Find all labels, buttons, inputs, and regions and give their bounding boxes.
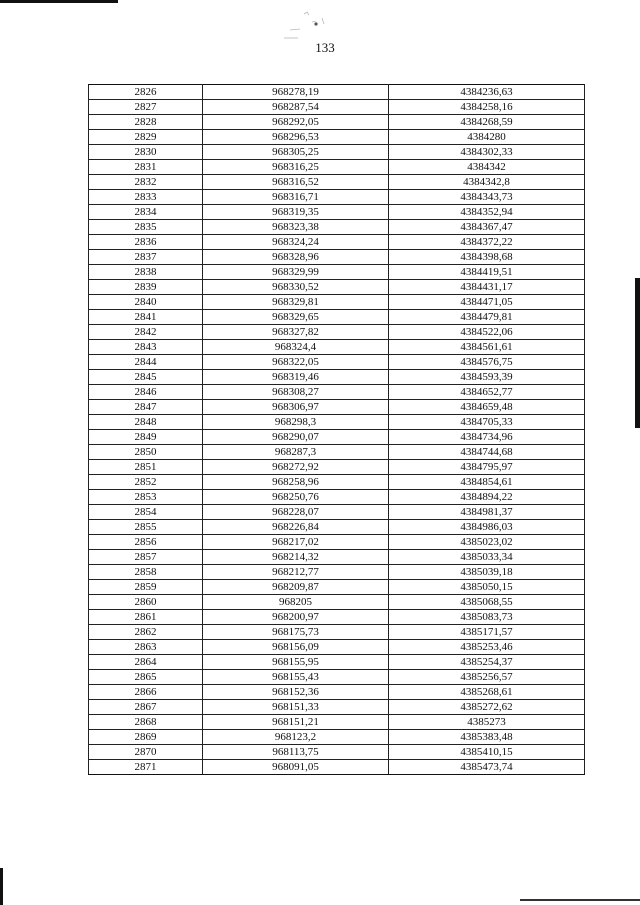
table-row [89, 370, 585, 385]
point-number-cell: 2864 [89, 655, 203, 670]
table-row [89, 685, 585, 700]
point-number-cell: 2828 [89, 115, 203, 130]
table-row [89, 325, 585, 340]
y-coordinate-cell: 4385410,15 [389, 745, 585, 760]
x-coordinate-cell: 968272,92 [203, 460, 389, 475]
point-number-cell: 2871 [89, 760, 203, 775]
y-coordinate-cell: 4385473,74 [389, 760, 585, 775]
point-number-cell: 2832 [89, 175, 203, 190]
x-coordinate-cell: 968175,73 [203, 625, 389, 640]
table-row [89, 100, 585, 115]
x-coordinate-cell: 968209,87 [203, 580, 389, 595]
y-coordinate-cell: 4384795,97 [389, 460, 585, 475]
y-coordinate-cell: 4384343,73 [389, 190, 585, 205]
x-coordinate-cell: 968319,35 [203, 205, 389, 220]
table-row [89, 475, 585, 490]
faint-stamp-mark [276, 8, 346, 42]
x-coordinate-cell: 968296,53 [203, 130, 389, 145]
y-coordinate-cell: 4384342 [389, 160, 585, 175]
point-number-cell: 2842 [89, 325, 203, 340]
y-coordinate-cell: 4384479,81 [389, 310, 585, 325]
table-row [89, 355, 585, 370]
y-coordinate-cell: 4384734,96 [389, 430, 585, 445]
point-number-cell: 2853 [89, 490, 203, 505]
y-coordinate-cell: 4384705,33 [389, 415, 585, 430]
y-coordinate-cell: 4384258,16 [389, 100, 585, 115]
x-coordinate-cell: 968323,38 [203, 220, 389, 235]
x-coordinate-cell: 968091,05 [203, 760, 389, 775]
x-coordinate-cell: 968278,19 [203, 85, 389, 100]
table-row [89, 400, 585, 415]
x-coordinate-cell: 968152,36 [203, 685, 389, 700]
table-row [89, 730, 585, 745]
scan-edge-bottom [520, 899, 640, 901]
table-row [89, 715, 585, 730]
table-row [89, 220, 585, 235]
table-row [89, 565, 585, 580]
point-number-cell: 2826 [89, 85, 203, 100]
y-coordinate-cell: 4384367,47 [389, 220, 585, 235]
table-row [89, 655, 585, 670]
x-coordinate-cell: 968205 [203, 595, 389, 610]
x-coordinate-cell: 968258,96 [203, 475, 389, 490]
point-number-cell: 2840 [89, 295, 203, 310]
point-number-cell: 2846 [89, 385, 203, 400]
table-row [89, 190, 585, 205]
table-row [89, 85, 585, 100]
x-coordinate-cell: 968212,77 [203, 565, 389, 580]
table-row [89, 610, 585, 625]
point-number-cell: 2835 [89, 220, 203, 235]
y-coordinate-cell: 4384593,39 [389, 370, 585, 385]
x-coordinate-cell: 968319,46 [203, 370, 389, 385]
x-coordinate-cell: 968226,84 [203, 520, 389, 535]
x-coordinate-cell: 968113,75 [203, 745, 389, 760]
y-coordinate-cell: 4384302,33 [389, 145, 585, 160]
y-coordinate-cell: 4384744,68 [389, 445, 585, 460]
y-coordinate-cell: 4384268,59 [389, 115, 585, 130]
table-row [89, 205, 585, 220]
point-number-cell: 2860 [89, 595, 203, 610]
point-number-cell: 2834 [89, 205, 203, 220]
y-coordinate-cell: 4384576,75 [389, 355, 585, 370]
table-row [89, 235, 585, 250]
x-coordinate-cell: 968306,97 [203, 400, 389, 415]
table-row [89, 145, 585, 160]
x-coordinate-cell: 968327,82 [203, 325, 389, 340]
y-coordinate-cell: 4385254,37 [389, 655, 585, 670]
x-coordinate-cell: 968287,3 [203, 445, 389, 460]
table-row [89, 745, 585, 760]
table-row [89, 670, 585, 685]
y-coordinate-cell: 4385268,61 [389, 685, 585, 700]
table-row [89, 550, 585, 565]
table-row [89, 505, 585, 520]
point-number-cell: 2851 [89, 460, 203, 475]
y-coordinate-cell: 4384280 [389, 130, 585, 145]
y-coordinate-cell: 4384419,51 [389, 265, 585, 280]
x-coordinate-cell: 968328,96 [203, 250, 389, 265]
point-number-cell: 2869 [89, 730, 203, 745]
point-number-cell: 2862 [89, 625, 203, 640]
x-coordinate-cell: 968214,32 [203, 550, 389, 565]
table-row [89, 250, 585, 265]
y-coordinate-cell: 4384561,61 [389, 340, 585, 355]
y-coordinate-cell: 4385039,18 [389, 565, 585, 580]
x-coordinate-cell: 968329,99 [203, 265, 389, 280]
x-coordinate-cell: 968123,2 [203, 730, 389, 745]
x-coordinate-cell: 968324,24 [203, 235, 389, 250]
table-row [89, 490, 585, 505]
y-coordinate-cell: 4385171,57 [389, 625, 585, 640]
x-coordinate-cell: 968316,71 [203, 190, 389, 205]
table-row [89, 295, 585, 310]
x-coordinate-cell: 968316,25 [203, 160, 389, 175]
point-number-cell: 2866 [89, 685, 203, 700]
x-coordinate-cell: 968298,3 [203, 415, 389, 430]
y-coordinate-cell: 4384854,61 [389, 475, 585, 490]
table-row [89, 115, 585, 130]
y-coordinate-cell: 4384431,17 [389, 280, 585, 295]
y-coordinate-cell: 4385033,34 [389, 550, 585, 565]
x-coordinate-cell: 968217,02 [203, 535, 389, 550]
point-number-cell: 2870 [89, 745, 203, 760]
table-row [89, 640, 585, 655]
point-number-cell: 2827 [89, 100, 203, 115]
point-number-cell: 2841 [89, 310, 203, 325]
table-row [89, 700, 585, 715]
x-coordinate-cell: 968329,65 [203, 310, 389, 325]
x-coordinate-cell: 968250,76 [203, 490, 389, 505]
y-coordinate-cell: 4384471,05 [389, 295, 585, 310]
point-number-cell: 2839 [89, 280, 203, 295]
y-coordinate-cell: 4385023,02 [389, 535, 585, 550]
table-row [89, 340, 585, 355]
table-row [89, 310, 585, 325]
table-row [89, 280, 585, 295]
table-row [89, 535, 585, 550]
x-coordinate-cell: 968151,33 [203, 700, 389, 715]
point-number-cell: 2859 [89, 580, 203, 595]
point-number-cell: 2844 [89, 355, 203, 370]
point-number-cell: 2857 [89, 550, 203, 565]
point-number-cell: 2843 [89, 340, 203, 355]
coordinates-table [88, 84, 585, 775]
point-number-cell: 2852 [89, 475, 203, 490]
point-number-cell: 2831 [89, 160, 203, 175]
table-row [89, 430, 585, 445]
point-number-cell: 2863 [89, 640, 203, 655]
y-coordinate-cell: 4384981,37 [389, 505, 585, 520]
x-coordinate-cell: 968228,07 [203, 505, 389, 520]
x-coordinate-cell: 968330,52 [203, 280, 389, 295]
y-coordinate-cell: 4384352,94 [389, 205, 585, 220]
table-row [89, 175, 585, 190]
x-coordinate-cell: 968290,07 [203, 430, 389, 445]
table-row [89, 130, 585, 145]
x-coordinate-cell: 968308,27 [203, 385, 389, 400]
table-row [89, 595, 585, 610]
point-number-cell: 2847 [89, 400, 203, 415]
point-number-cell: 2845 [89, 370, 203, 385]
y-coordinate-cell: 4384894,22 [389, 490, 585, 505]
point-number-cell: 2867 [89, 700, 203, 715]
y-coordinate-cell: 4385256,57 [389, 670, 585, 685]
y-coordinate-cell: 4385068,55 [389, 595, 585, 610]
table-row [89, 580, 585, 595]
table-row [89, 760, 585, 775]
table-row [89, 415, 585, 430]
y-coordinate-cell: 4384372,22 [389, 235, 585, 250]
x-coordinate-cell: 968287,54 [203, 100, 389, 115]
x-coordinate-cell: 968151,21 [203, 715, 389, 730]
point-number-cell: 2838 [89, 265, 203, 280]
scan-edge-top [0, 0, 118, 3]
point-number-cell: 2855 [89, 520, 203, 535]
y-coordinate-cell: 4384522,06 [389, 325, 585, 340]
x-coordinate-cell: 968329,81 [203, 295, 389, 310]
point-number-cell: 2856 [89, 535, 203, 550]
table-row [89, 265, 585, 280]
table-row [89, 445, 585, 460]
x-coordinate-cell: 968316,52 [203, 175, 389, 190]
y-coordinate-cell: 4384398,68 [389, 250, 585, 265]
point-number-cell: 2865 [89, 670, 203, 685]
y-coordinate-cell: 4384236,63 [389, 85, 585, 100]
scan-edge-left [0, 868, 3, 905]
y-coordinate-cell: 4385083,73 [389, 610, 585, 625]
table-row [89, 625, 585, 640]
table-row [89, 520, 585, 535]
x-coordinate-cell: 968156,09 [203, 640, 389, 655]
x-coordinate-cell: 968324,4 [203, 340, 389, 355]
y-coordinate-cell: 4384659,48 [389, 400, 585, 415]
y-coordinate-cell: 4385272,62 [389, 700, 585, 715]
point-number-cell: 2858 [89, 565, 203, 580]
table-row [89, 460, 585, 475]
point-number-cell: 2849 [89, 430, 203, 445]
x-coordinate-cell: 968292,05 [203, 115, 389, 130]
point-number-cell: 2833 [89, 190, 203, 205]
table-row [89, 160, 585, 175]
y-coordinate-cell: 4385273 [389, 715, 585, 730]
point-number-cell: 2848 [89, 415, 203, 430]
table-row [89, 385, 585, 400]
x-coordinate-cell: 968200,97 [203, 610, 389, 625]
point-number-cell: 2861 [89, 610, 203, 625]
x-coordinate-cell: 968322,05 [203, 355, 389, 370]
coordinates-table-body [89, 85, 585, 775]
x-coordinate-cell: 968155,43 [203, 670, 389, 685]
point-number-cell: 2836 [89, 235, 203, 250]
point-number-cell: 2830 [89, 145, 203, 160]
x-coordinate-cell: 968305,25 [203, 145, 389, 160]
point-number-cell: 2829 [89, 130, 203, 145]
y-coordinate-cell: 4385253,46 [389, 640, 585, 655]
point-number-cell: 2850 [89, 445, 203, 460]
x-coordinate-cell: 968155,95 [203, 655, 389, 670]
y-coordinate-cell: 4385050,15 [389, 580, 585, 595]
y-coordinate-cell: 4384342,8 [389, 175, 585, 190]
y-coordinate-cell: 4384652,77 [389, 385, 585, 400]
scan-edge-right [635, 278, 640, 428]
point-number-cell: 2837 [89, 250, 203, 265]
point-number-cell: 2854 [89, 505, 203, 520]
point-number-cell: 2868 [89, 715, 203, 730]
page-number: 133 [315, 40, 335, 55]
y-coordinate-cell: 4384986,03 [389, 520, 585, 535]
y-coordinate-cell: 4385383,48 [389, 730, 585, 745]
